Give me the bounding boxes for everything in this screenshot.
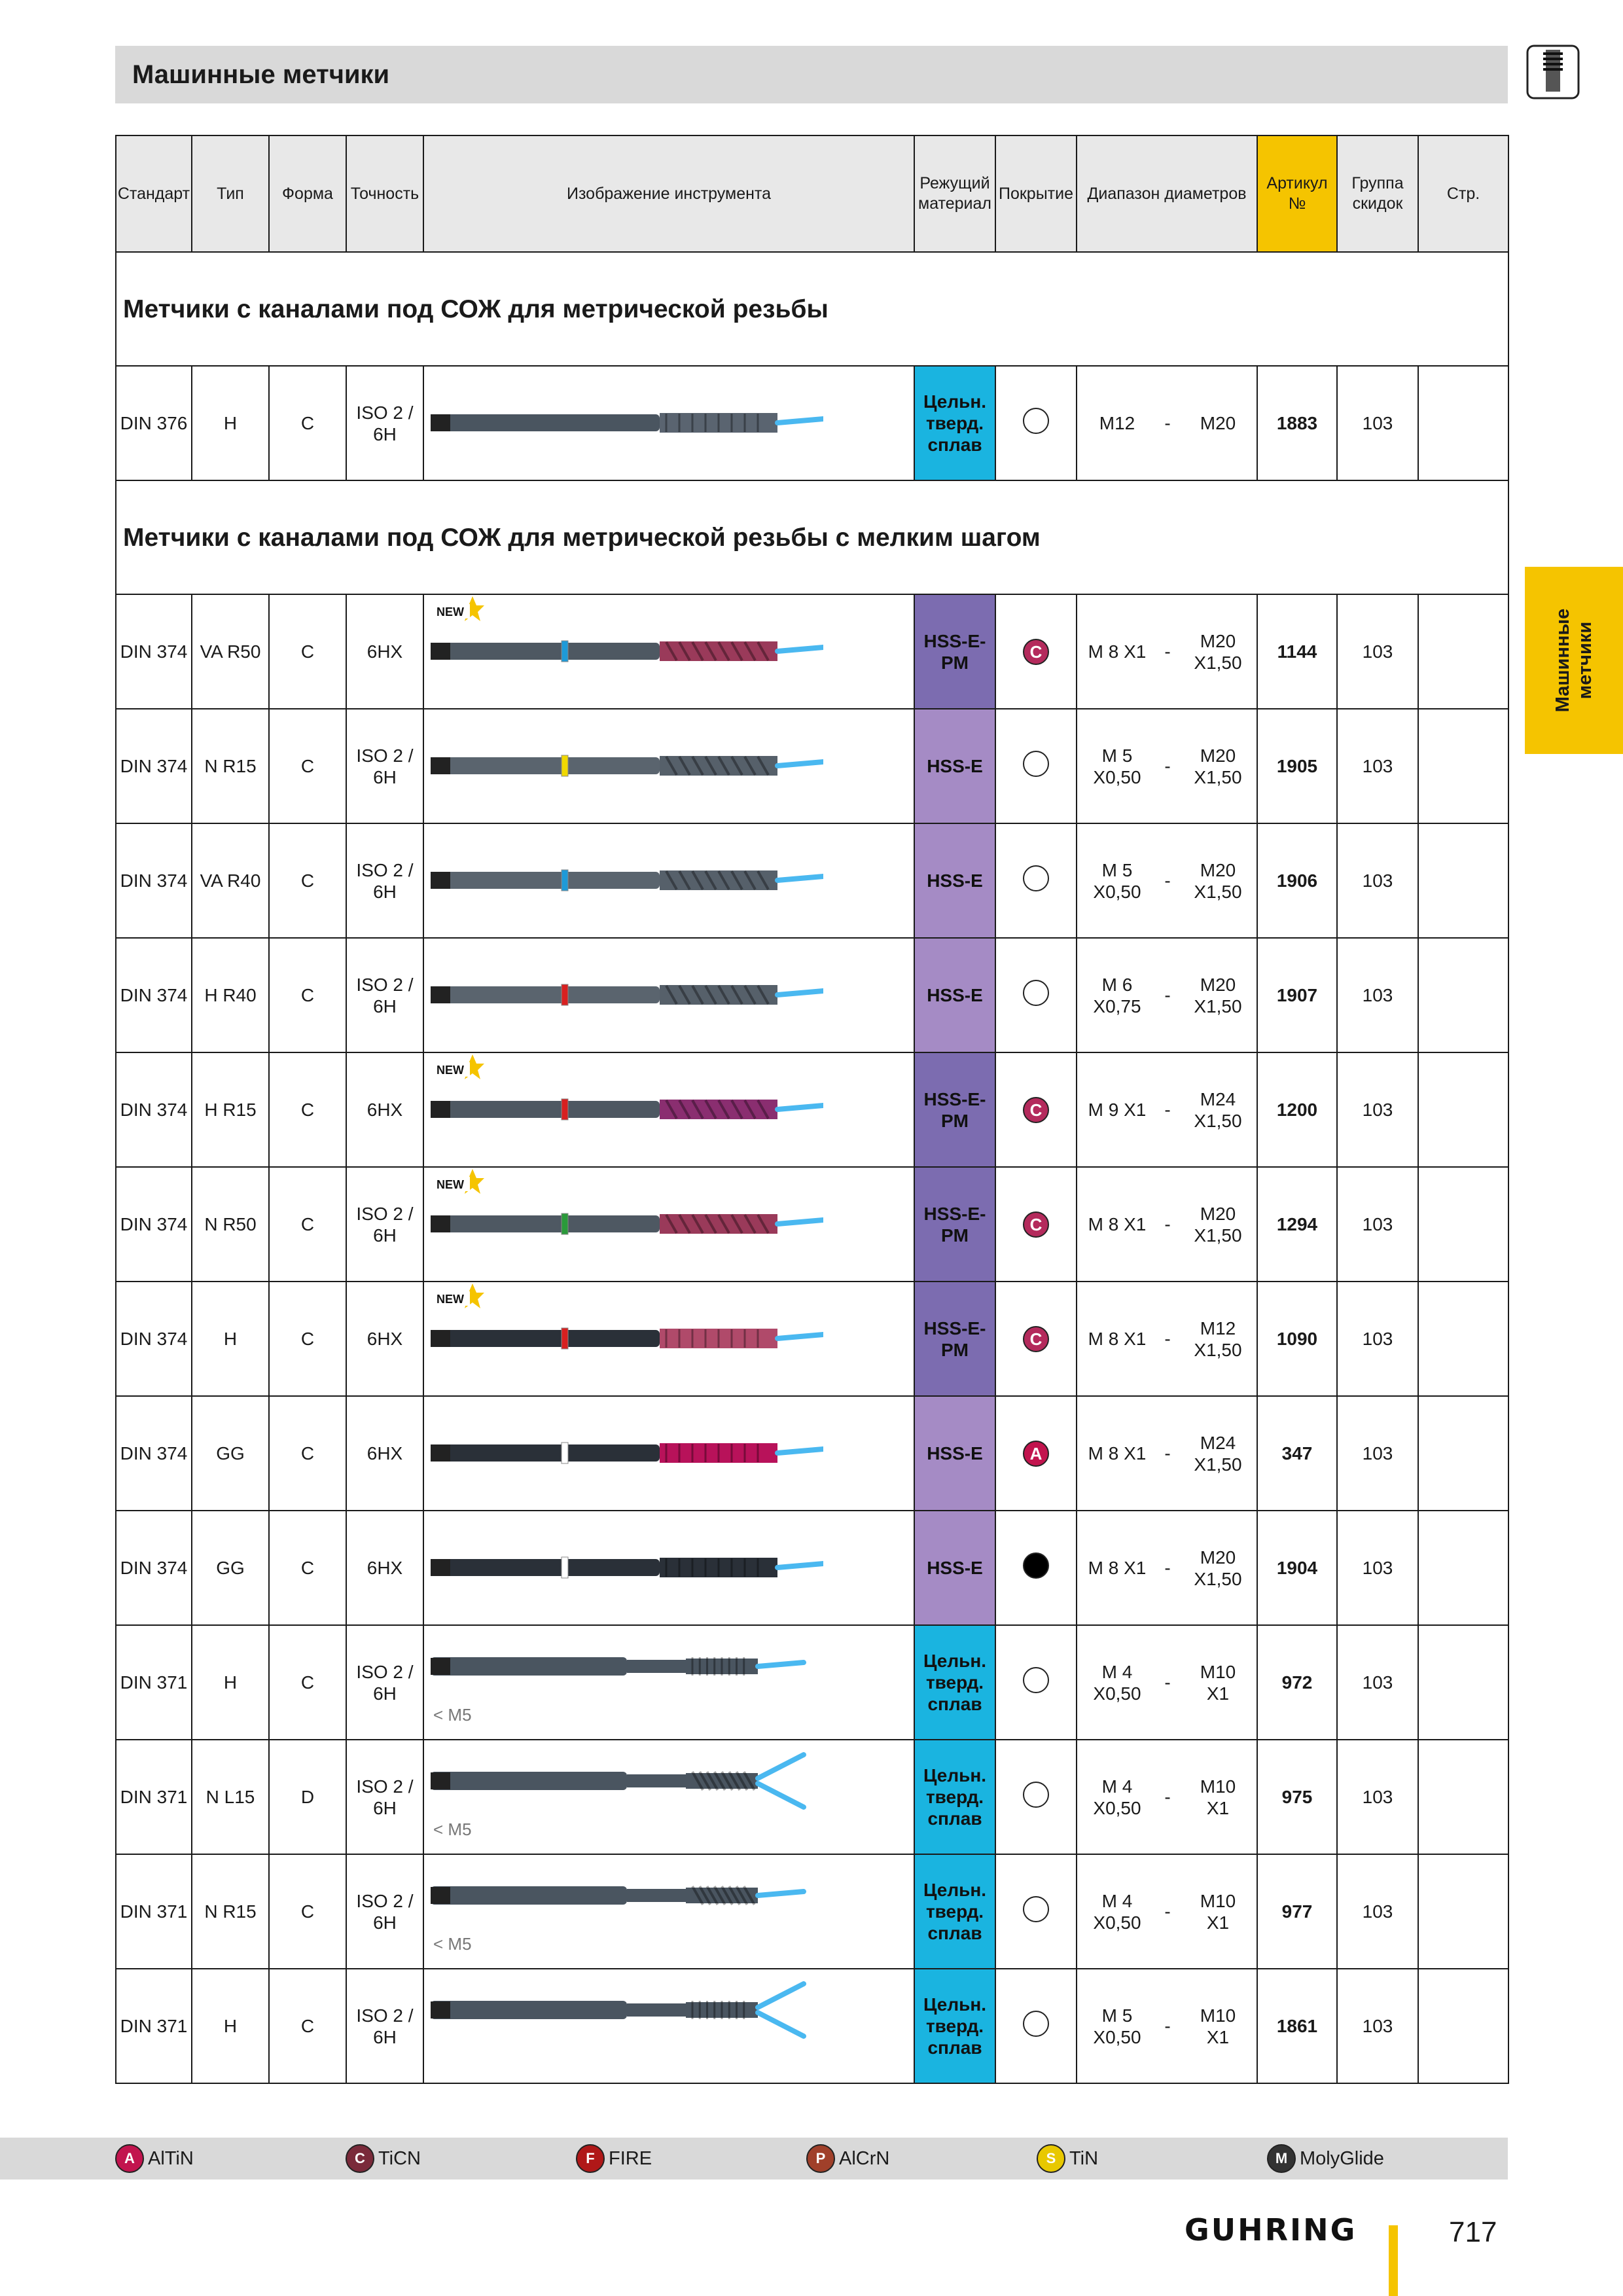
- coating-none-icon: [1023, 980, 1049, 1006]
- cell-coating: [995, 1969, 1077, 2083]
- cell-page: [1418, 1740, 1508, 1854]
- table-row: [116, 1167, 1508, 1282]
- range-dash: -: [1164, 2016, 1171, 2036]
- cell-image: [423, 1167, 914, 1282]
- range-to: M20 X1,50: [1194, 1547, 1242, 1589]
- range-from: M 5 X0,50: [1093, 2005, 1141, 2047]
- tool-image: [431, 595, 823, 708]
- tool-image: [431, 1626, 823, 1739]
- table-row: [116, 1282, 1508, 1396]
- col-page: Стр.: [1418, 135, 1508, 252]
- cell-article: 347: [1257, 1396, 1337, 1511]
- cell-material: HSS-E-PM: [914, 1167, 995, 1282]
- cell-coating: [995, 1625, 1077, 1740]
- legend-icon: P: [806, 2144, 835, 2173]
- cell-form: C: [269, 1854, 346, 1969]
- cell-image: [423, 938, 914, 1052]
- coating-steam-icon: [1023, 1552, 1049, 1579]
- cell-form: C: [269, 1052, 346, 1167]
- coating-legend: [0, 2138, 1508, 2179]
- coating-altin-icon: A: [1023, 1441, 1049, 1467]
- range-dash: -: [1164, 1443, 1171, 1463]
- cell-page: [1418, 1969, 1508, 2083]
- range-to: M12 X1,50: [1194, 1318, 1242, 1360]
- cell-accuracy: ISO 2 / 6H: [346, 366, 423, 480]
- cell-group: 103: [1337, 1167, 1418, 1282]
- cell-material: Цельн. тверд. сплав: [914, 1854, 995, 1969]
- cell-form: D: [269, 1740, 346, 1854]
- cell-type: H: [192, 366, 269, 480]
- tool-image: [431, 1511, 823, 1624]
- cell-range: [1077, 1969, 1257, 2083]
- cell-range: [1077, 1167, 1257, 1282]
- cell-article: 1904: [1257, 1511, 1337, 1625]
- cell-form: C: [269, 823, 346, 938]
- side-tab-label: Машинные метчики: [1552, 608, 1596, 713]
- legend-item: [346, 2138, 421, 2179]
- coating-none-icon: [1023, 1896, 1049, 1922]
- legend-label: TiN: [1069, 2147, 1099, 2169]
- col-standard: Стандарт: [116, 135, 192, 252]
- cell-coating: [995, 1282, 1077, 1396]
- range-dash: -: [1164, 1558, 1171, 1578]
- legend-item: [1267, 2138, 1384, 2179]
- col-form: Форма: [269, 135, 346, 252]
- coating-ticn-icon: C: [1023, 1097, 1049, 1123]
- cell-type: H: [192, 1625, 269, 1740]
- tool-image: [431, 1282, 823, 1395]
- range-from: M 5 X0,50: [1093, 745, 1141, 787]
- cell-group: 103: [1337, 1052, 1418, 1167]
- cell-article: 1861: [1257, 1969, 1337, 2083]
- cell-group: 103: [1337, 1969, 1418, 2083]
- coating-none-icon: [1023, 1782, 1049, 1808]
- range-to: M10 X1: [1200, 1661, 1236, 1704]
- cell-group: 103: [1337, 1854, 1418, 1969]
- new-badge-text: NEW: [437, 1178, 464, 1191]
- coating-ticn-icon: C: [1023, 1211, 1049, 1238]
- cell-form: C: [269, 366, 346, 480]
- range-to: M20 X1,50: [1194, 859, 1242, 902]
- cell-standard: DIN 371: [116, 1625, 192, 1740]
- cell-standard: DIN 374: [116, 823, 192, 938]
- cell-standard: DIN 374: [116, 1282, 192, 1396]
- table-row: [116, 366, 1508, 480]
- cell-coating: [995, 1511, 1077, 1625]
- cell-page: [1418, 823, 1508, 938]
- cell-accuracy: 6HX: [346, 1052, 423, 1167]
- coating-ticn-icon: C: [1023, 639, 1049, 665]
- cell-standard: DIN 371: [116, 1969, 192, 2083]
- cell-article: 1294: [1257, 1167, 1337, 1282]
- legend-icon: M: [1267, 2144, 1296, 2173]
- cell-accuracy: ISO 2 / 6H: [346, 823, 423, 938]
- new-badge-text: NEW: [437, 1064, 464, 1077]
- tool-image: [431, 709, 823, 823]
- size-note: < M5: [433, 1820, 472, 1839]
- col-image: Изображение инструмента: [423, 135, 914, 252]
- cell-image: [423, 1854, 914, 1969]
- tap-icon: [1526, 45, 1580, 99]
- cell-range: [1077, 709, 1257, 823]
- cell-article: 972: [1257, 1625, 1337, 1740]
- cell-accuracy: 6HX: [346, 1282, 423, 1396]
- cell-image: [423, 823, 914, 938]
- section-row: [116, 480, 1508, 594]
- cell-page: [1418, 1282, 1508, 1396]
- range-dash: -: [1164, 756, 1171, 776]
- col-material: Режущий материал: [914, 135, 995, 252]
- cell-type: N L15: [192, 1740, 269, 1854]
- range-dash: -: [1164, 1787, 1171, 1807]
- cell-coating: [995, 1396, 1077, 1511]
- range-from: M 8 X1: [1088, 1558, 1147, 1578]
- cell-material: Цельн. тверд. сплав: [914, 1969, 995, 2083]
- col-type: Тип: [192, 135, 269, 252]
- table-row: [116, 823, 1508, 938]
- table-row: [116, 1854, 1508, 1969]
- cell-material: HSS-E: [914, 1511, 995, 1625]
- cell-material: Цельн. тверд. сплав: [914, 1740, 995, 1854]
- coating-none-icon: [1023, 1667, 1049, 1693]
- range-from: M 5 X0,50: [1093, 859, 1141, 902]
- legend-item: [1037, 2138, 1098, 2179]
- table-row: [116, 1511, 1508, 1625]
- range-to: M10 X1: [1200, 1776, 1236, 1818]
- cell-image: [423, 594, 914, 709]
- legend-icon: C: [346, 2144, 374, 2173]
- cell-image: [423, 1969, 914, 2083]
- legend-label: AlTiN: [148, 2147, 194, 2169]
- cell-material: HSS-E-PM: [914, 1052, 995, 1167]
- cell-coating: [995, 1854, 1077, 1969]
- tool-image: [431, 1969, 823, 2083]
- cell-group: 103: [1337, 1740, 1418, 1854]
- range-from: M 8 X1: [1088, 1443, 1147, 1463]
- cell-material: HSS-E: [914, 1396, 995, 1511]
- cell-accuracy: ISO 2 / 6H: [346, 938, 423, 1052]
- cell-article: 1907: [1257, 938, 1337, 1052]
- legend-item: [576, 2138, 652, 2179]
- cell-type: VA R40: [192, 823, 269, 938]
- cell-article: 1905: [1257, 709, 1337, 823]
- range-from: M 8 X1: [1088, 1214, 1147, 1234]
- table-row: [116, 1625, 1508, 1740]
- cell-article: 1090: [1257, 1282, 1337, 1396]
- cell-standard: DIN 374: [116, 1396, 192, 1511]
- cell-range: [1077, 1282, 1257, 1396]
- cell-range: [1077, 1625, 1257, 1740]
- legend-label: TiCN: [378, 2147, 421, 2169]
- table-row: [116, 1052, 1508, 1167]
- cell-material: HSS-E: [914, 938, 995, 1052]
- range-from: M 6 X0,75: [1093, 974, 1141, 1016]
- range-to: M20 X1,50: [1194, 630, 1242, 673]
- new-star-icon: [431, 1282, 484, 1310]
- cell-type: N R15: [192, 709, 269, 823]
- cell-group: 103: [1337, 1625, 1418, 1740]
- col-accuracy: Точность: [346, 135, 423, 252]
- range-dash: -: [1164, 1329, 1171, 1349]
- cell-accuracy: ISO 2 / 6H: [346, 1969, 423, 2083]
- cell-image: [423, 1625, 914, 1740]
- tool-image: [431, 367, 823, 480]
- range-to: M24 X1,50: [1194, 1088, 1242, 1131]
- cell-standard: DIN 371: [116, 1740, 192, 1854]
- page-number: 717: [1449, 2216, 1497, 2248]
- cell-range: [1077, 1854, 1257, 1969]
- cell-type: H: [192, 1282, 269, 1396]
- cell-article: 1883: [1257, 366, 1337, 480]
- range-to: M20: [1200, 413, 1236, 433]
- col-range: Диапазон диаметров: [1077, 135, 1257, 252]
- legend-item: [115, 2138, 194, 2179]
- table-row: [116, 1396, 1508, 1511]
- tool-image: [431, 1740, 823, 1854]
- cell-form: C: [269, 938, 346, 1052]
- section-row: [116, 252, 1508, 366]
- range-to: M20 X1,50: [1194, 974, 1242, 1016]
- cell-range: [1077, 1511, 1257, 1625]
- tool-image: [431, 1855, 823, 1968]
- cell-page: [1418, 938, 1508, 1052]
- cell-standard: DIN 374: [116, 1511, 192, 1625]
- cell-range: [1077, 1396, 1257, 1511]
- cell-coating: [995, 709, 1077, 823]
- cell-image: [423, 366, 914, 480]
- cell-material: Цельн. тверд. сплав: [914, 366, 995, 480]
- cell-group: 103: [1337, 1511, 1418, 1625]
- range-from: M 9 X1: [1088, 1100, 1147, 1120]
- brand-logo: GUHRING: [1185, 2212, 1357, 2248]
- cell-type: H R40: [192, 938, 269, 1052]
- cell-image: [423, 709, 914, 823]
- range-from: M 4 X0,50: [1093, 1661, 1141, 1704]
- product-table: [115, 135, 1509, 2084]
- table-row: [116, 1969, 1508, 2083]
- cell-page: [1418, 1052, 1508, 1167]
- section-title: Метчики с каналами под СОЖ для метрической резьбы с мелким шагом: [116, 480, 1508, 594]
- cell-range: [1077, 1052, 1257, 1167]
- cell-group: 103: [1337, 1396, 1418, 1511]
- new-star-icon: [431, 1168, 484, 1195]
- cell-type: GG: [192, 1511, 269, 1625]
- table-header: [116, 135, 1508, 252]
- legend-item: [806, 2138, 889, 2179]
- tool-image: [431, 1168, 823, 1281]
- cell-type: VA R50: [192, 594, 269, 709]
- cell-type: N R15: [192, 1854, 269, 1969]
- cell-image: [423, 1282, 914, 1396]
- cell-form: C: [269, 1625, 346, 1740]
- cell-material: HSS-E: [914, 709, 995, 823]
- cell-form: C: [269, 1396, 346, 1511]
- table-row: [116, 938, 1508, 1052]
- cell-page: [1418, 594, 1508, 709]
- cell-standard: DIN 374: [116, 938, 192, 1052]
- cell-group: 103: [1337, 823, 1418, 938]
- range-from: M 4 X0,50: [1093, 1890, 1141, 1933]
- tool-image: [431, 1053, 823, 1166]
- range-to: M24 X1,50: [1194, 1432, 1242, 1475]
- cell-material: Цельн. тверд. сплав: [914, 1625, 995, 1740]
- coating-none-icon: [1023, 408, 1049, 434]
- cell-coating: [995, 366, 1077, 480]
- cell-standard: DIN 376: [116, 366, 192, 480]
- range-dash: -: [1164, 870, 1171, 891]
- cell-material: HSS-E-PM: [914, 594, 995, 709]
- cell-material: HSS-E-PM: [914, 1282, 995, 1396]
- cell-coating: [995, 1167, 1077, 1282]
- size-note: < M5: [433, 1705, 472, 1725]
- section-title: Метчики с каналами под СОЖ для метрической резьбы: [116, 252, 1508, 366]
- logo-divider: [1389, 2225, 1398, 2296]
- tool-image: [431, 1397, 823, 1510]
- cell-standard: DIN 374: [116, 1167, 192, 1282]
- cell-range: [1077, 1740, 1257, 1854]
- header-bar: [115, 46, 1508, 103]
- table-row: [116, 1740, 1508, 1854]
- cell-accuracy: ISO 2 / 6H: [346, 1740, 423, 1854]
- coating-none-icon: [1023, 865, 1049, 891]
- tool-image: [431, 939, 823, 1052]
- cell-range: [1077, 366, 1257, 480]
- cell-group: 103: [1337, 366, 1418, 480]
- coating-none-icon: [1023, 2011, 1049, 2037]
- side-tab: [1525, 567, 1623, 754]
- range-to: M20 X1,50: [1194, 745, 1242, 787]
- cell-page: [1418, 1854, 1508, 1969]
- cell-group: 103: [1337, 1282, 1418, 1396]
- cell-accuracy: ISO 2 / 6H: [346, 1167, 423, 1282]
- cell-accuracy: ISO 2 / 6H: [346, 709, 423, 823]
- coating-none-icon: [1023, 751, 1049, 777]
- range-from: M 8 X1: [1088, 1329, 1147, 1349]
- tool-image: [431, 824, 823, 937]
- range-dash: -: [1164, 1672, 1171, 1693]
- cell-form: C: [269, 1167, 346, 1282]
- cell-article: 1200: [1257, 1052, 1337, 1167]
- cell-article: 975: [1257, 1740, 1337, 1854]
- new-badge-text: NEW: [437, 1293, 464, 1306]
- cell-standard: DIN 371: [116, 1854, 192, 1969]
- range-dash: -: [1164, 641, 1171, 662]
- cell-accuracy: 6HX: [346, 1396, 423, 1511]
- col-group: Группа скидок: [1337, 135, 1418, 252]
- cell-page: [1418, 709, 1508, 823]
- cell-range: [1077, 938, 1257, 1052]
- legend-label: MolyGlide: [1300, 2147, 1384, 2169]
- cell-article: 977: [1257, 1854, 1337, 1969]
- cell-coating: [995, 823, 1077, 938]
- cell-group: 103: [1337, 594, 1418, 709]
- cell-form: C: [269, 1511, 346, 1625]
- page-title: Машинные метчики: [132, 60, 390, 89]
- cell-page: [1418, 1167, 1508, 1282]
- cell-type: H R15: [192, 1052, 269, 1167]
- cell-type: H: [192, 1969, 269, 2083]
- cell-type: GG: [192, 1396, 269, 1511]
- cell-page: [1418, 1511, 1508, 1625]
- cell-page: [1418, 1396, 1508, 1511]
- cell-standard: DIN 374: [116, 709, 192, 823]
- cell-accuracy: 6HX: [346, 594, 423, 709]
- cell-accuracy: 6HX: [346, 1511, 423, 1625]
- cell-coating: [995, 938, 1077, 1052]
- cell-image: [423, 1052, 914, 1167]
- range-from: M 8 X1: [1088, 641, 1147, 662]
- new-badge-text: NEW: [437, 605, 464, 619]
- cell-image: [423, 1511, 914, 1625]
- cell-coating: [995, 1740, 1077, 1854]
- cell-range: [1077, 823, 1257, 938]
- legend-icon: S: [1037, 2144, 1065, 2173]
- range-dash: -: [1164, 985, 1171, 1005]
- cell-coating: [995, 594, 1077, 709]
- range-from: M 4 X0,50: [1093, 1776, 1141, 1818]
- cell-image: [423, 1740, 914, 1854]
- cell-coating: [995, 1052, 1077, 1167]
- legend-label: AlCrN: [839, 2147, 890, 2169]
- cell-standard: DIN 374: [116, 1052, 192, 1167]
- cell-standard: DIN 374: [116, 594, 192, 709]
- cell-form: C: [269, 1969, 346, 2083]
- range-dash: -: [1164, 1214, 1171, 1234]
- range-dash: -: [1164, 1100, 1171, 1120]
- legend-label: FIRE: [609, 2147, 652, 2169]
- range-from: M12: [1099, 413, 1135, 433]
- cell-article: 1906: [1257, 823, 1337, 938]
- col-article: Артикул №: [1257, 135, 1337, 252]
- col-coating: Покрытие: [995, 135, 1077, 252]
- range-to: M10 X1: [1200, 1890, 1236, 1933]
- cell-group: 103: [1337, 938, 1418, 1052]
- legend-icon: A: [115, 2144, 144, 2173]
- size-note: < M5: [433, 1934, 472, 1954]
- range-to: M20 X1,50: [1194, 1203, 1242, 1246]
- table-row: [116, 594, 1508, 709]
- cell-page: [1418, 1625, 1508, 1740]
- cell-page: [1418, 366, 1508, 480]
- cell-accuracy: ISO 2 / 6H: [346, 1625, 423, 1740]
- cell-form: C: [269, 709, 346, 823]
- table-row: [116, 709, 1508, 823]
- cell-group: 103: [1337, 709, 1418, 823]
- new-star-icon: [431, 1053, 484, 1081]
- range-to: M10 X1: [1200, 2005, 1236, 2047]
- legend-icon: F: [576, 2144, 605, 2173]
- cell-image: [423, 1396, 914, 1511]
- range-dash: -: [1164, 413, 1171, 433]
- cell-material: HSS-E: [914, 823, 995, 938]
- cell-form: C: [269, 1282, 346, 1396]
- cell-form: C: [269, 594, 346, 709]
- range-dash: -: [1164, 1901, 1171, 1922]
- new-star-icon: [431, 595, 484, 622]
- cell-accuracy: ISO 2 / 6H: [346, 1854, 423, 1969]
- cell-range: [1077, 594, 1257, 709]
- coating-ticn-icon: C: [1023, 1326, 1049, 1352]
- cell-type: N R50: [192, 1167, 269, 1282]
- cell-article: 1144: [1257, 594, 1337, 709]
